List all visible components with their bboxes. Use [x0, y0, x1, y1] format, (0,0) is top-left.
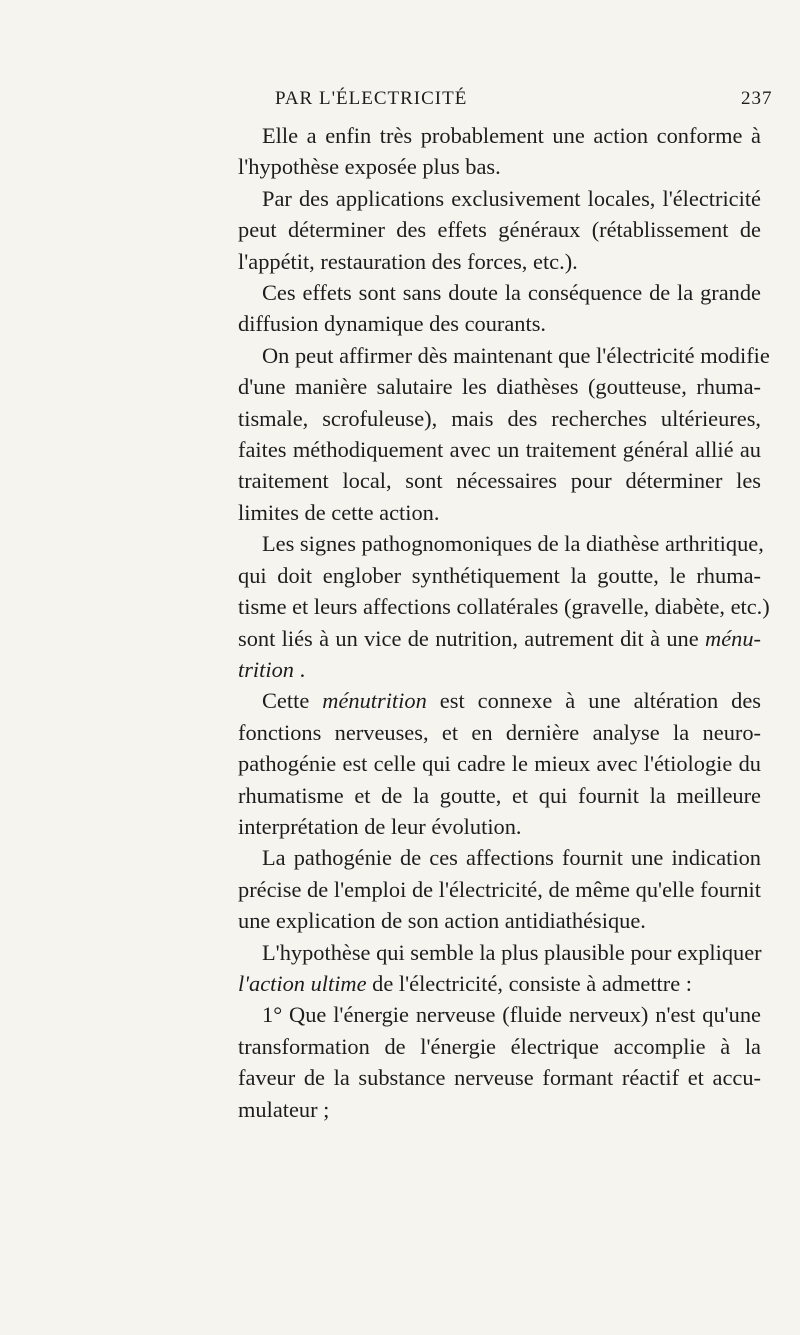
text-line: interprétation de leur évolution.: [238, 813, 522, 839]
text-line: précise de l'emploi de l'électricité, de même qu'elle fournit: [238, 876, 761, 902]
text-line: tismale, scrofuleuse), mais des recherches ultérieures,: [238, 405, 761, 431]
text-line: pathogénie est celle qui cadre le mieux avec l'étiologie du: [238, 751, 761, 777]
text-line: [238, 968, 761, 999]
text-line: [238, 623, 761, 654]
italic-term: trition: [238, 656, 294, 682]
text-line: d'une manière salutaire les diathèses (goutteuse, rhuma-: [238, 374, 761, 400]
text-line: faites méthodiquement avec un traitement général allié au: [238, 437, 761, 463]
text-fragment: de l'électricité, consiste à admettre :: [366, 970, 692, 996]
text-line: Les signes pathognomoniques de la diathèse arthritique,: [262, 531, 764, 557]
text-line: L'hypothèse qui semble la plus plausible pour expliquer: [262, 939, 762, 965]
running-head-title: PAR L'ÉLECTRICITÉ: [275, 88, 468, 109]
text-line: Elle a enfin très probablement une action conforme à: [262, 123, 761, 148]
text-line: [238, 685, 761, 716]
body-text: [238, 120, 770, 1125]
text-line: transformation de l'énergie électrique accomplie à la: [238, 1033, 761, 1059]
text-fragment: .: [294, 656, 306, 682]
text-line: limites de cette action.: [238, 499, 440, 525]
running-head: [0, 88, 800, 118]
italic-term: l'action ultime: [238, 970, 367, 996]
text-fragment: est connexe à une altération des: [426, 688, 761, 714]
text-line: l'appétit, restauration des forces, etc.).: [238, 248, 578, 274]
text-line: peut déterminer des effets généraux (rétablissement de: [238, 217, 761, 243]
text-line: On peut affirmer dès maintenant que l'électricité modifie: [262, 342, 770, 368]
text-fragment: Cette: [262, 688, 323, 714]
text-line: La pathogénie de ces affections fournit une indication: [262, 845, 761, 871]
italic-term: ménutrition: [322, 688, 427, 714]
text-line: l'hypothèse exposée plus bas.: [238, 154, 501, 180]
text-line: tisme et leurs affections collatérales (gravelle, diabète, etc.): [238, 594, 770, 620]
text-line: Ces effets sont sans doute la conséquence de la grande: [262, 280, 761, 306]
text-line: diffusion dynamique des courants.: [238, 311, 547, 337]
text-line: rhumatisme et de la goutte, et qui fournit la meilleure: [238, 782, 761, 808]
text-line: [238, 654, 761, 685]
italic-term: ménu-: [705, 625, 761, 651]
text-line: Par des applications exclusivement locales, l'électricité: [262, 185, 761, 211]
text-line: 1° Que l'énergie nerveuse (fluide nerveux) n'est qu'une: [262, 1002, 761, 1028]
text-line: une explication de son action antidiathésique.: [238, 908, 646, 934]
text-fragment: sont liés à un vice de nutrition, autrement dit à une: [238, 625, 706, 651]
text-line: faveur de la substance nerveuse formant réactif et accu-: [238, 1065, 761, 1091]
text-line: fonctions nerveuses, et en dernière analyse la neuro-: [238, 719, 761, 745]
text-line: qui doit englober synthétiquement la goutte, le rhuma-: [238, 562, 761, 588]
text-line: traitement local, sont nécessaires pour déterminer les: [238, 468, 761, 494]
page-number: 237: [741, 88, 773, 109]
text-line: mulateur ;: [238, 1096, 330, 1122]
